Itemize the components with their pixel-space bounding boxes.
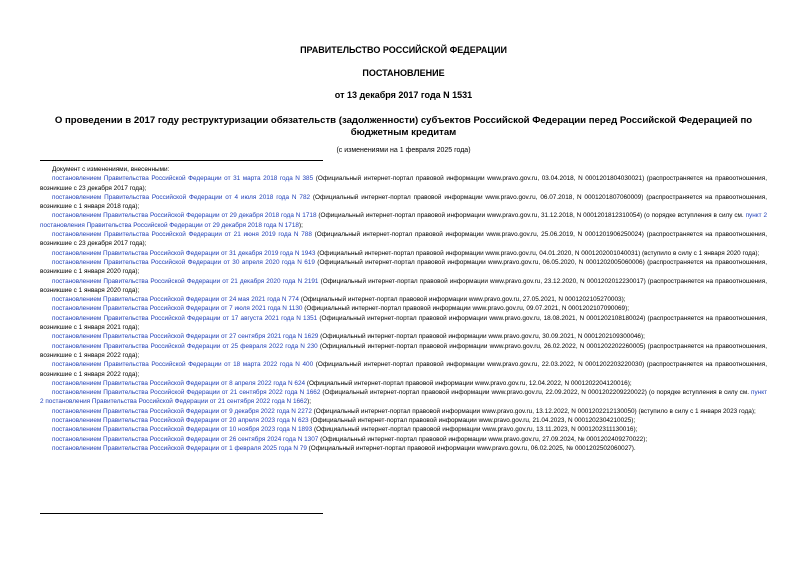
amendment-details: (Официальный интернет-портал правовой информации www.pravo.gov.ru, 09.07.2021, N 0001202107090069); bbox=[302, 305, 630, 313]
amendment-link[interactable]: постановлением Правительства Российской Федерации от 8 апреля 2022 года N 624 bbox=[52, 379, 306, 387]
amendment-item bbox=[40, 304, 767, 313]
amendment-details-tail: ); bbox=[298, 221, 303, 229]
amendment-details: (Официальный интернет-портал правовой информации www.pravo.gov.ru, 18.08.2021, N 0001202108180024) (распространяется на правоотношения, возникшие с 1 января 2021 года); bbox=[40, 314, 767, 332]
amendment-item bbox=[40, 277, 767, 296]
amendment-item bbox=[40, 314, 767, 333]
amendments-intro: Документ с изменениями, внесенными: bbox=[52, 166, 170, 173]
amendment-item bbox=[40, 295, 767, 304]
amendment-item bbox=[40, 360, 767, 379]
amendment-details-tail: ); bbox=[307, 398, 312, 406]
bottom-divider bbox=[40, 513, 323, 514]
amendment-link[interactable]: постановлением Правительства Российской Федерации от 7 июля 2021 года N 1130 bbox=[52, 305, 303, 313]
amendment-item bbox=[40, 258, 767, 277]
amendment-link[interactable]: постановлением Правительства Российской Федерации от 31 декабря 2019 года N 1943 bbox=[52, 249, 316, 257]
document-title: О проведении в 2017 году реструктуризации обязательств (задолженности) субъектов Российской Федерации перед Российской Федерацией по бюджетным кредитам bbox=[54, 115, 753, 138]
entry-into-force-link[interactable]: пункт 2 постановления Правительства Российской Федерации от 29 декабря 2018 года N 1718 bbox=[40, 212, 767, 229]
amendment-link[interactable]: постановлением Правительства Российской Федерации от 21 июня 2019 года N 788 bbox=[52, 231, 312, 239]
top-divider bbox=[40, 160, 323, 161]
amendment-item bbox=[40, 407, 767, 416]
amendment-item bbox=[40, 174, 767, 193]
amendment-link[interactable]: постановлением Правительства Российской Федерации от 27 сентября 2021 года N 1629 bbox=[52, 333, 319, 341]
amendment-item bbox=[40, 342, 767, 361]
government-name: ПРАВИТЕЛЬСТВО РОССИЙСКОЙ ФЕДЕРАЦИИ bbox=[300, 45, 507, 55]
document-type: ПОСТАНОВЛЕНИЕ bbox=[362, 68, 445, 78]
amendment-details: (Официальный интернет-портал правовой информации www.pravo.gov.ru, 23.12.2020, N 0001202012230017) (распространяется на правоотношения, возникшие с 1 января 2020 года); bbox=[40, 277, 767, 294]
amendment-details: (Официальный интернет-портал правовой информации www.pravo.gov.ru, 12.04.2022, N 0001202204120016); bbox=[305, 379, 632, 387]
amendment-item bbox=[40, 193, 767, 212]
amendment-details: (Официальный интернет-портал правовой информации www.pravo.gov.ru, 27.05.2021, N 0001202105270003); bbox=[298, 296, 626, 304]
amendment-link[interactable]: постановлением Правительства Российской Федерации от 9 декабря 2022 года N 2272 bbox=[52, 407, 312, 415]
amendment-link[interactable]: постановлением Правительства Российской Федерации от 31 марта 2018 года N 385 bbox=[52, 175, 314, 183]
amendment-details: (Официальный интернет-портал правовой информации www.pravo.gov.ru, 06.02.2025, № 0001202502060027). bbox=[306, 444, 636, 452]
amendment-link[interactable]: постановлением Правительства Российской Федерации от 18 марта 2022 года N 400 bbox=[52, 361, 314, 369]
amendment-link[interactable]: постановлением Правительства Российской Федерации от 25 февраля 2022 года N 230 bbox=[52, 342, 318, 350]
entry-into-force-link[interactable]: пункт 2 постановления Правительства Российской Федерации от 21 сентября 2022 года N 1662 bbox=[40, 389, 767, 406]
amendment-details: (Официальный интернет-портал правовой информации www.pravo.gov.ru, 27.09.2024, № 0001202409270022); bbox=[318, 435, 648, 443]
amendment-details: (Официальный интернет-портал правовой информации www.pravo.gov.ru, 06.05.2020, N 0001202005060006) (распространяется на правоотношения, возникшие с 1 января 2020 года); bbox=[40, 258, 767, 276]
amendment-link[interactable]: постановлением Правительства Российской Федерации от 24 мая 2021 года N 774 bbox=[52, 296, 299, 304]
amendment-item bbox=[40, 435, 767, 444]
amendment-item bbox=[40, 249, 767, 258]
amendment-details: (Официальный интернет-портал правовой информации www.pravo.gov.ru, 22.09.2022, N 0001202209220022) (о порядке вступления в силу см. bbox=[320, 389, 752, 397]
amendment-details: (Официальный интернет-портал правовой информации www.pravo.gov.ru, 06.07.2018, N 0001201807060009) (распространяется на правоотношения, возникшие с 1 января 2018 года); bbox=[40, 193, 767, 211]
revision-note: (с изменениями на 1 февраля 2025 года) bbox=[336, 147, 471, 154]
amendment-link[interactable]: постановлением Правительства Российской Федерации от 26 сентября 2024 года N 1307 bbox=[52, 435, 319, 443]
amendment-details: (Официальный интернет-портал правовой информации www.pravo.gov.ru, 13.12.2022, N 0001202212130050) (вступило в силу с 1 января 2023 года); bbox=[311, 407, 756, 415]
amendments-list bbox=[40, 165, 767, 453]
amendment-item bbox=[40, 416, 767, 425]
amendment-link[interactable]: постановлением Правительства Российской Федерации от 30 апреля 2020 года N 619 bbox=[52, 258, 315, 266]
amendment-details: (Официальный интернет-портал правовой информации www.pravo.gov.ru, 22.03.2022, N 0001202203220030) (распространяется на правоотношения, возникшие с 1 января 2022 года); bbox=[40, 361, 767, 378]
amendment-link[interactable]: постановлением Правительства Российской Федерации от 4 июля 2018 года N 782 bbox=[52, 193, 311, 201]
amendment-item bbox=[40, 425, 767, 434]
amendment-item bbox=[40, 332, 767, 341]
amendment-item bbox=[40, 388, 767, 407]
amendment-details: (Официальный интернет-портал правовой информации www.pravo.gov.ru, 13.11.2023, N 0001202311130016); bbox=[312, 426, 638, 434]
amendment-details: (Официальный интернет-портал правовой информации www.pravo.gov.ru, 21.04.2023, N 0001202304210025); bbox=[308, 417, 636, 425]
amendment-details: (Официальный интернет-портал правовой информации www.pravo.gov.ru, 04.01.2020, N 0001202001040031) (вступило в силу с 1 января 2020 года); bbox=[315, 249, 760, 257]
amendment-link[interactable]: постановлением Правительства Российской Федерации от 10 ноября 2023 года N 1893 bbox=[52, 426, 313, 434]
amendment-item bbox=[40, 444, 767, 453]
amendment-link[interactable]: постановлением Правительства Российской Федерации от 20 апреля 2023 года N 623 bbox=[52, 417, 309, 425]
amendment-link[interactable]: постановлением Правительства Российской Федерации от 29 декабря 2018 года N 1718 bbox=[52, 212, 317, 220]
amendment-item bbox=[40, 230, 767, 249]
amendment-link[interactable]: постановлением Правительства Российской Федерации от 17 августа 2021 года N 1351 bbox=[52, 314, 318, 322]
amendment-item bbox=[40, 379, 767, 388]
document-date-number: от 13 декабря 2017 года N 1531 bbox=[334, 90, 473, 100]
amendment-details: (Официальный интернет-портал правовой информации www.pravo.gov.ru, 03.04.2018, N 0001201804030021) (распространяется на правоотношения, возникшие с 23 декабря 2017 года); bbox=[40, 175, 767, 192]
amendment-details: (Официальный интернет-портал правовой информации www.pravo.gov.ru, 31.12.2018, N 0001201812310054) (о порядке вступления в силу см. bbox=[316, 212, 746, 220]
amendment-link[interactable]: постановлением Правительства Российской Федерации от 21 сентября 2022 года N 1662 bbox=[52, 389, 321, 397]
amendment-details: (Официальный интернет-портал правовой информации www.pravo.gov.ru, 30.09.2021, N 0001202109300046); bbox=[318, 333, 645, 341]
amendment-details: (Официальный интернет-портал правовой информации www.pravo.gov.ru, 25.06.2019, N 0001201906250024) (распространяется на правоотношения, возникшие с 23 декабря 2017 года); bbox=[40, 231, 767, 248]
amendment-link[interactable]: постановлением Правительства Российской Федерации от 1 февраля 2025 года N 79 bbox=[52, 444, 307, 452]
amendment-details: (Официальный интернет-портал правовой информации www.pravo.gov.ru, 26.02.2022, N 0001202202260005) (распространяется на правоотношения, возникшие с 1 января 2022 года); bbox=[40, 342, 767, 359]
amendment-link[interactable]: постановлением Правительства Российской Федерации от 21 декабря 2020 года N 2191 bbox=[52, 277, 319, 285]
amendment-item bbox=[40, 211, 767, 230]
